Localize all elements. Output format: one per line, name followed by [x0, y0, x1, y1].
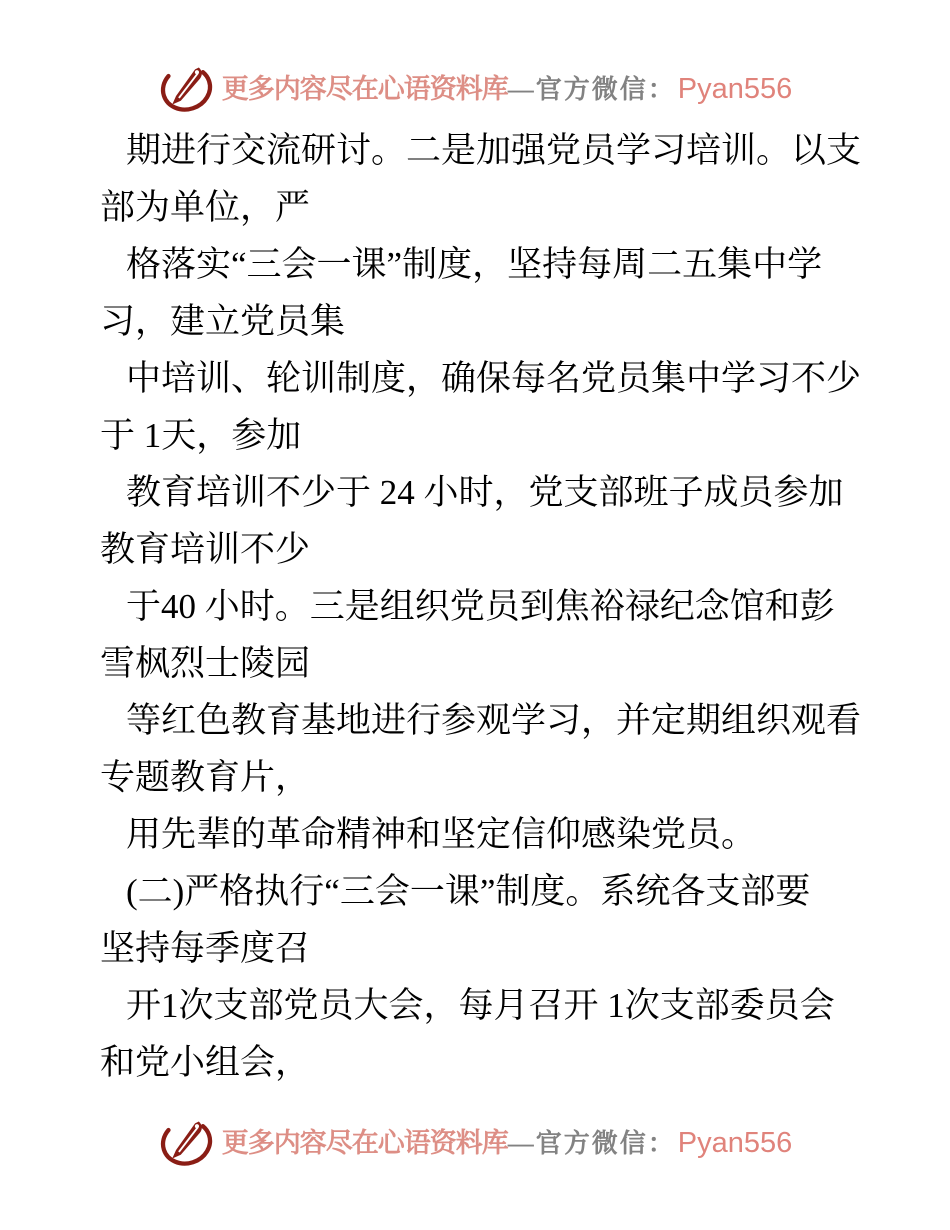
text-line: 坚持每季度召 [100, 929, 311, 968]
text-line: 格落实“三会一课”制度，坚持每周二五集中学 [126, 245, 823, 284]
text-line: 专题教育片， [100, 758, 311, 797]
watermark-brand-text: 更多内容尽在心语资料库 [221, 74, 508, 104]
header-watermark-text [222, 67, 793, 106]
footer-watermark-text [222, 1121, 793, 1160]
watermark-wechat-account: Pyan556 [677, 1127, 793, 1159]
text-line: 和党小组会， [100, 1043, 311, 1082]
text-line: 用先辈的革命精神和坚定信仰感染党员。 [126, 815, 757, 854]
text-line: 习，建立党员集 [100, 302, 346, 341]
text-line: 开1次支部党员大会，每月召开 1次支部委员会 [126, 986, 835, 1025]
footer-watermark [0, 1112, 950, 1169]
text-line: 等红色教育基地进行参观学习，并定期组织观看 [126, 701, 862, 740]
pen-nib-logo-icon [158, 1112, 215, 1169]
text-line: 部为单位，严 [100, 188, 311, 227]
text-line: 教育培训不少 [100, 530, 311, 569]
watermark-brand-text: 更多内容尽在心语资料库 [221, 1128, 508, 1158]
text-line: 教育培训不少于 24 小时，党支部班子成员参加 [126, 473, 844, 512]
text-line: 中培训、轮训制度，确保每名党员集中学习不少 [126, 359, 862, 398]
text-line: (二)严格执行“三会一课”制度。系统各支部要 [126, 872, 811, 911]
watermark-wechat-account: Pyan556 [677, 73, 793, 105]
text-line: 期进行交流研讨。二是加强党员学习培训。以支 [126, 131, 862, 170]
text-line: 于 1天，参加 [100, 416, 302, 455]
text-line: 于40 小时。三是组织党员到焦裕禄纪念馆和彭 [126, 587, 835, 626]
text-line: 雪枫烈士陵园 [100, 644, 311, 683]
watermark-wechat-label: —官方微信： [507, 75, 676, 104]
watermark-wechat-label: —官方微信： [507, 1129, 676, 1158]
pen-nib-logo-icon [158, 58, 215, 115]
document-body [100, 122, 870, 1091]
header-watermark [0, 58, 950, 115]
